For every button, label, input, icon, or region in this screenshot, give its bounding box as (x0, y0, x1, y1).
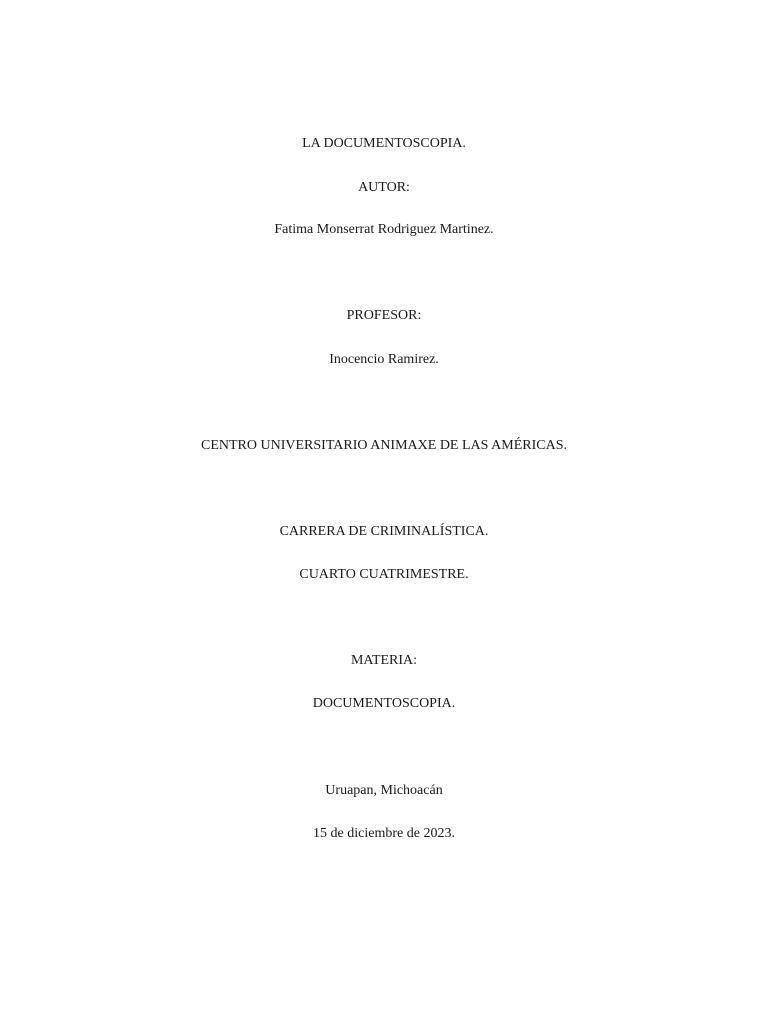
date-text: 15 de diciembre de 2023. (313, 826, 455, 841)
career-name: CARRERA DE CRIMINALÍSTICA. (279, 524, 489, 539)
author-label: AUTOR: (358, 180, 410, 195)
professor-label: PROFESOR: (346, 308, 422, 323)
subject-name: DOCUMENTOSCOPIA. (312, 696, 456, 711)
author-name: Fatima Monserrat Rodriguez Martinez. (274, 222, 494, 237)
professor-name: Inocencio Ramirez. (329, 352, 439, 367)
document-title: LA DOCUMENTOSCOPIA. (302, 136, 466, 151)
place-text: Uruapan, Michoacán (325, 783, 443, 798)
institution-name: CENTRO UNIVERSITARIO ANIMAXE DE LAS AMÉRICAS. (201, 438, 567, 453)
term-name: CUARTO CUATRIMESTRE. (299, 567, 469, 582)
subject-label: MATERIA: (350, 653, 418, 668)
